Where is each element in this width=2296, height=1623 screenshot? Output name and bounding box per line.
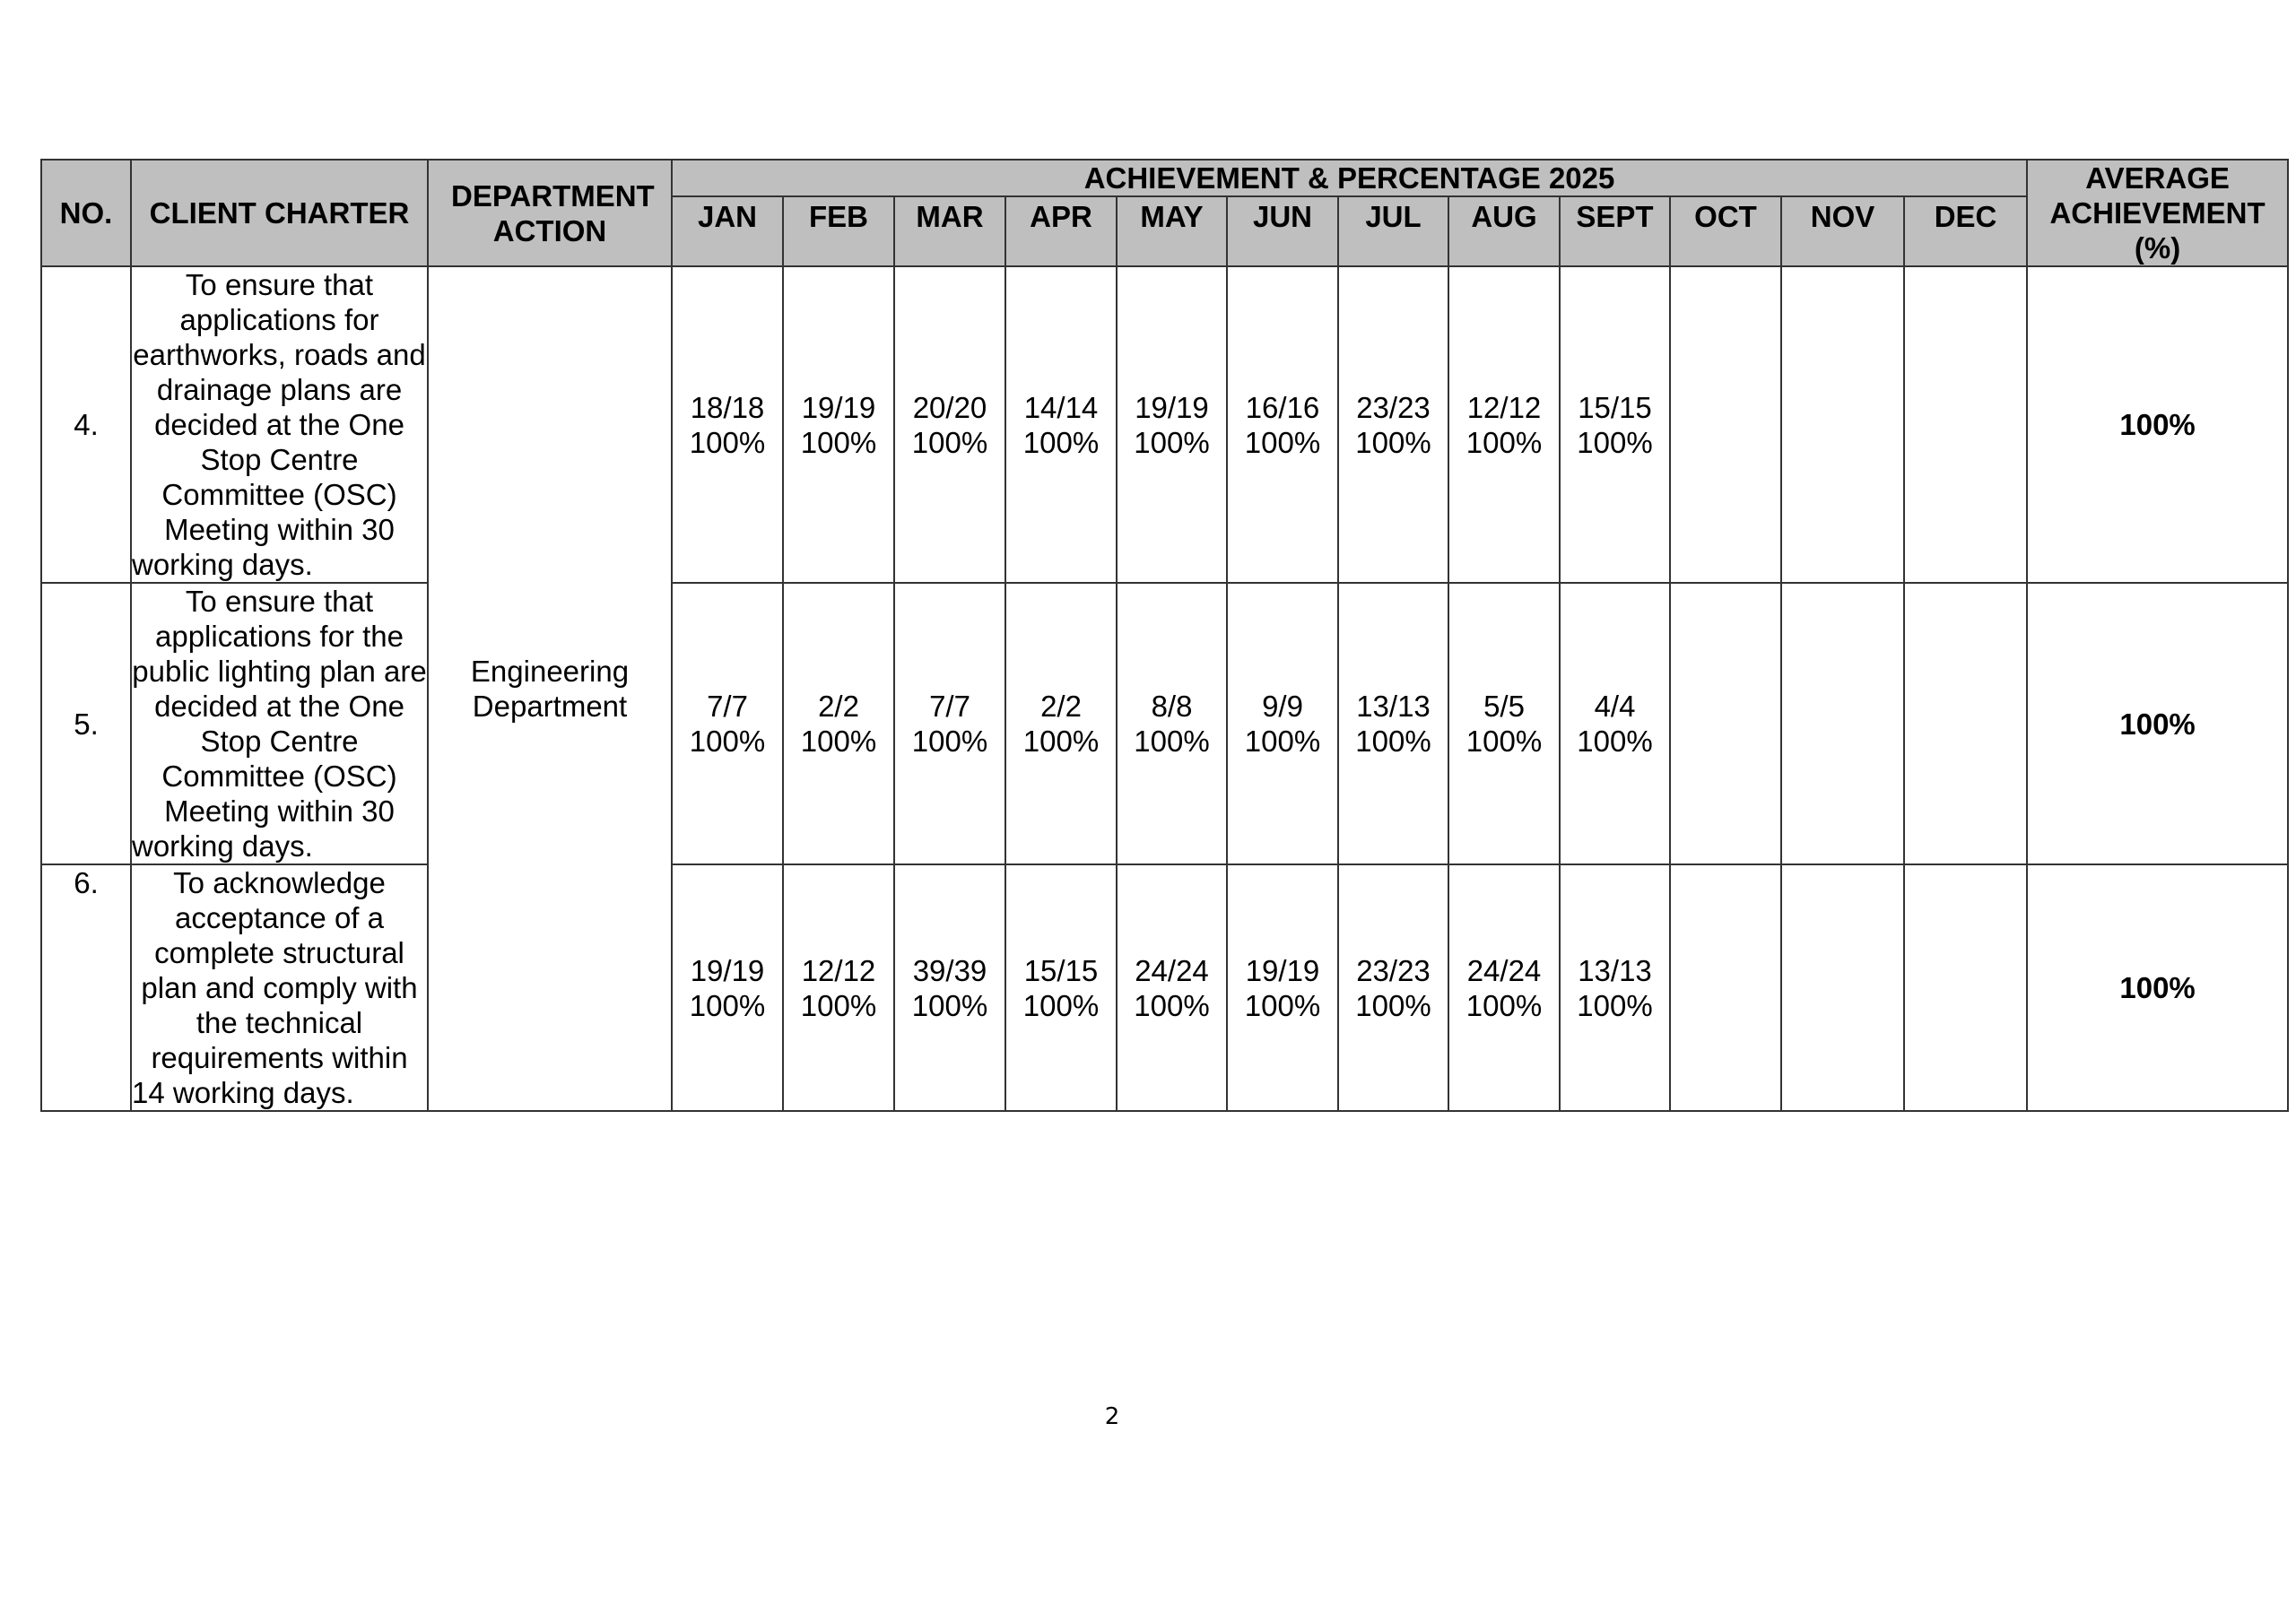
month-count: 19/19 <box>1135 390 1209 424</box>
month-count: 16/16 <box>1245 390 1320 424</box>
month-cell-jul <box>1338 266 1448 583</box>
month-percentage: 100% <box>1244 425 1321 459</box>
month-cell-oct <box>1670 864 1781 1111</box>
month-percentage: 100% <box>1134 988 1210 1022</box>
month-cell-may <box>1117 864 1227 1111</box>
header-row-top <box>41 160 2288 196</box>
header-average-label: AVERAGE ACHIEVEMENT (%) <box>2049 161 2266 265</box>
header-month-jun: JUN <box>1227 196 1338 266</box>
month-cell-dec <box>1904 864 2027 1111</box>
header-month-aug: AUG <box>1448 196 1560 266</box>
header-department-action <box>428 160 672 266</box>
month-percentage: 100% <box>1022 425 1100 459</box>
month-cell-aug <box>1448 266 1560 583</box>
header-department-action-label: DEPARTMENT ACTION <box>451 178 655 247</box>
month-cell-nov <box>1781 583 1904 864</box>
month-cell-feb <box>783 864 894 1111</box>
month-percentage: 100% <box>1465 425 1543 459</box>
month-percentage: 100% <box>1465 988 1543 1022</box>
month-cell-aug <box>1448 864 1560 1111</box>
month-count: 4/4 <box>1594 690 1636 723</box>
month-cell-jan <box>672 864 783 1111</box>
table-row <box>41 266 2288 583</box>
month-cell-jan <box>672 583 783 864</box>
row-number: 5. <box>41 583 131 864</box>
month-count: 2/2 <box>818 690 859 723</box>
month-count: 39/39 <box>912 953 987 987</box>
month-percentage: 100% <box>1355 988 1431 1022</box>
month-count: 7/7 <box>707 690 748 723</box>
header-average <box>2027 160 2288 266</box>
month-count: 23/23 <box>1356 390 1431 424</box>
row-number: 6. <box>41 864 131 1111</box>
month-cell-sept <box>1560 266 1670 583</box>
row-number: 4. <box>41 266 131 583</box>
month-count: 12/12 <box>801 953 876 987</box>
month-count: 2/2 <box>1040 690 1082 723</box>
header-month-dec: DEC <box>1904 196 2027 266</box>
month-percentage: 100% <box>1134 425 1210 459</box>
month-cell-apr <box>1005 583 1117 864</box>
month-count: 15/15 <box>1578 390 1652 424</box>
header-no: NO. <box>41 160 131 266</box>
month-count: 5/5 <box>1483 690 1525 723</box>
month-percentage: 100% <box>911 425 988 459</box>
page-number: 2 <box>1104 1403 1120 1430</box>
header-achievement: ACHIEVEMENT & PERCENTAGE 2025 <box>672 160 2027 196</box>
header-month-sept: SEPT <box>1560 196 1670 266</box>
month-count: 13/13 <box>1356 690 1431 723</box>
month-percentage: 100% <box>800 988 877 1022</box>
month-cell-nov <box>1781 266 1904 583</box>
month-cell-jul <box>1338 583 1448 864</box>
month-cell-mar <box>894 266 1005 583</box>
month-percentage: 100% <box>1465 725 1543 758</box>
month-percentage: 100% <box>911 725 988 758</box>
client-charter-text: To acknowledge acceptance of a complete structural plan and comply with the technical requirements within 14 working days. <box>131 864 428 1111</box>
table-row <box>41 864 2288 1111</box>
header-month-jan: JAN <box>672 196 783 266</box>
month-percentage: 100% <box>1244 988 1321 1022</box>
month-count: 8/8 <box>1151 690 1193 723</box>
month-cell-nov <box>1781 864 1904 1111</box>
month-percentage: 100% <box>1355 425 1431 459</box>
month-percentage: 100% <box>1577 988 1653 1022</box>
header-month-feb: FEB <box>783 196 894 266</box>
month-cell-feb <box>783 583 894 864</box>
month-count: 18/18 <box>690 390 765 424</box>
month-count: 24/24 <box>1466 953 1542 987</box>
month-percentage: 100% <box>1022 725 1100 758</box>
month-percentage: 100% <box>689 725 766 758</box>
header-month-apr: APR <box>1005 196 1117 266</box>
month-percentage: 100% <box>689 988 766 1022</box>
month-cell-dec <box>1904 266 2027 583</box>
month-cell-jul <box>1338 864 1448 1111</box>
month-cell-feb <box>783 266 894 583</box>
month-cell-jun <box>1227 266 1338 583</box>
month-cell-sept <box>1560 583 1670 864</box>
header-month-may: MAY <box>1117 196 1227 266</box>
department-name: Engineering Department <box>470 655 630 723</box>
client-charter-text: To ensure that applications for the public lighting plan are decided at the One Stop Centre Committee (OSC) Meeting within 30 working days. <box>132 585 427 863</box>
month-cell-apr <box>1005 864 1117 1111</box>
header-month-jul: JUL <box>1338 196 1448 266</box>
month-cell-oct <box>1670 266 1781 583</box>
month-count: 12/12 <box>1466 390 1542 424</box>
header-client-charter: CLIENT CHARTER <box>131 160 428 266</box>
month-count: 20/20 <box>912 390 987 424</box>
month-percentage: 100% <box>800 725 877 758</box>
header-month-mar: MAR <box>894 196 1005 266</box>
month-percentage: 100% <box>1355 725 1431 758</box>
month-cell-mar <box>894 583 1005 864</box>
month-percentage: 100% <box>1134 725 1210 758</box>
client-charter-text: To ensure that applications for earthworks, roads and drainage plans are decided at the One Stop Centre Committee (OSC) Meeting within 30 working days. <box>131 266 428 583</box>
month-percentage: 100% <box>911 988 988 1022</box>
month-count: 9/9 <box>1262 690 1303 723</box>
average-achievement: 100% <box>2027 266 2288 583</box>
month-count: 23/23 <box>1356 953 1431 987</box>
month-percentage: 100% <box>689 425 766 459</box>
average-achievement: 100% <box>2027 583 2288 864</box>
month-cell-sept <box>1560 864 1670 1111</box>
month-percentage: 100% <box>1022 988 1100 1022</box>
month-cell-may <box>1117 266 1227 583</box>
month-cell-jan <box>672 266 783 583</box>
month-percentage: 100% <box>1577 425 1653 459</box>
month-count: 13/13 <box>1578 953 1652 987</box>
month-count: 15/15 <box>1023 953 1099 987</box>
month-count: 7/7 <box>929 690 970 723</box>
month-percentage: 100% <box>1244 725 1321 758</box>
month-cell-mar <box>894 864 1005 1111</box>
month-cell-dec <box>1904 583 2027 864</box>
department-action <box>428 266 672 1111</box>
average-achievement: 100% <box>2027 864 2288 1111</box>
month-cell-apr <box>1005 266 1117 583</box>
table-row <box>41 583 2288 864</box>
month-cell-jun <box>1227 583 1338 864</box>
month-count: 14/14 <box>1023 390 1099 424</box>
month-count: 19/19 <box>801 390 876 424</box>
header-month-oct: OCT <box>1670 196 1781 266</box>
month-cell-aug <box>1448 583 1560 864</box>
month-cell-oct <box>1670 583 1781 864</box>
client-charter-table <box>40 159 2289 1112</box>
month-percentage: 100% <box>1577 725 1653 758</box>
month-count: 24/24 <box>1135 953 1209 987</box>
month-percentage: 100% <box>800 425 877 459</box>
header-month-nov: NOV <box>1781 196 1904 266</box>
month-cell-may <box>1117 583 1227 864</box>
month-count: 19/19 <box>690 953 765 987</box>
month-count: 19/19 <box>1245 953 1320 987</box>
month-cell-jun <box>1227 864 1338 1111</box>
